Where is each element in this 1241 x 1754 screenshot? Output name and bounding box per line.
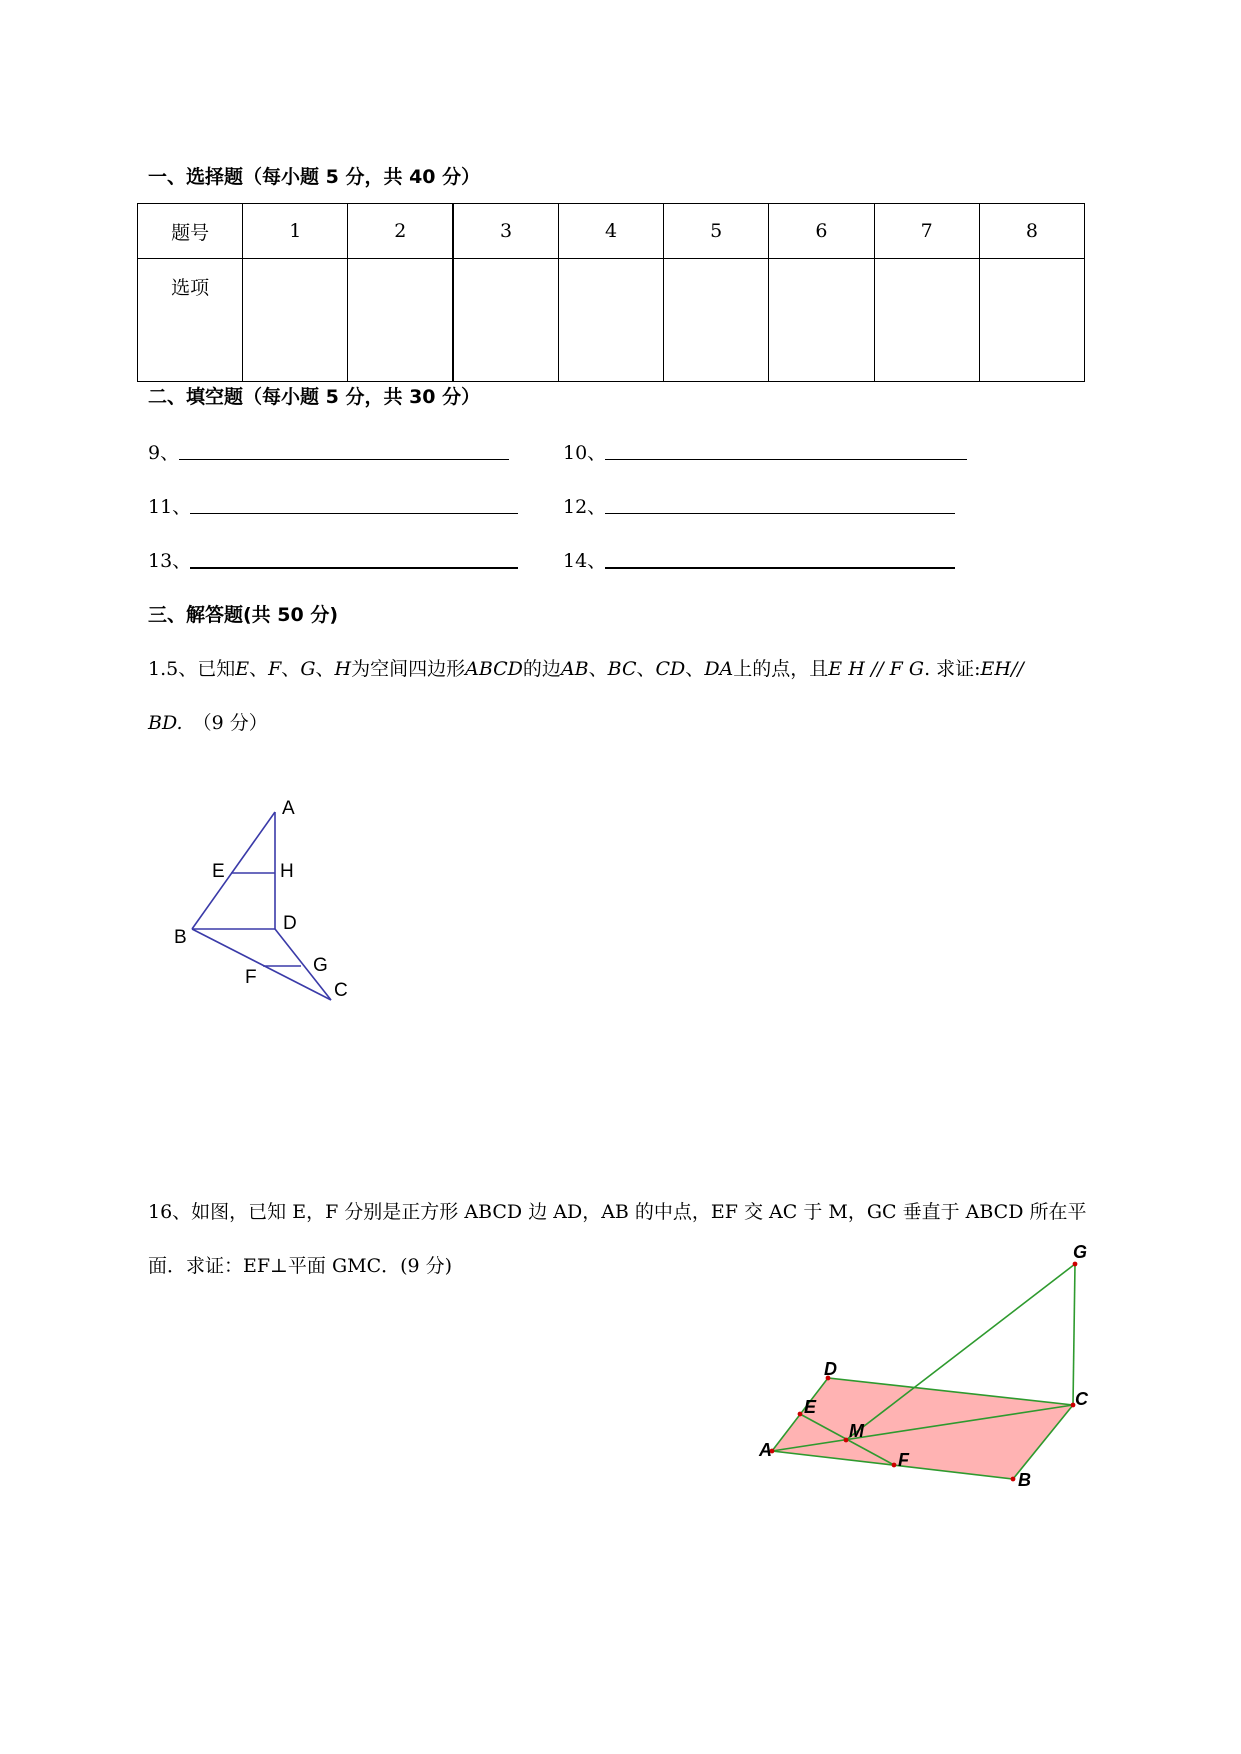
label-e: E: [212, 861, 225, 882]
question-number: 7: [874, 204, 979, 259]
q15-conclusion: EH//: [980, 658, 1024, 680]
answer-cell[interactable]: [979, 259, 1084, 382]
label-f: F: [245, 967, 257, 988]
q15-point-g: G: [300, 658, 316, 680]
label-c: C: [1075, 1389, 1088, 1409]
q16-square-figure: [750, 1240, 1130, 1490]
label-h: H: [280, 861, 294, 882]
point-g: [1073, 1262, 1078, 1267]
q15-point-e: E: [235, 658, 250, 680]
q15-edge: AB: [560, 658, 589, 680]
answer-cell[interactable]: [769, 259, 874, 382]
blank-label-12: 12、: [563, 496, 607, 518]
question-number: 8: [979, 204, 1084, 259]
q15-line1: [148, 654, 1024, 681]
q15-score: （9 分）: [192, 712, 268, 734]
label-g: G: [1073, 1242, 1088, 1262]
label-e: E: [804, 1397, 817, 1417]
q15-edge: BC: [607, 658, 637, 680]
table-header-label: 题号: [138, 204, 243, 259]
answer-line-10[interactable]: [605, 459, 967, 460]
answer-line-11[interactable]: [190, 513, 518, 514]
answer-cell[interactable]: [664, 259, 769, 382]
answer-table: [137, 203, 1085, 382]
q15-text: 上的点，且: [733, 658, 829, 680]
q15-text: . 求证:: [924, 658, 981, 680]
label-g: G: [313, 955, 328, 976]
question-number: 4: [558, 204, 663, 259]
label-a: A: [759, 1440, 772, 1460]
q15-conclusion-end: BD.: [148, 712, 183, 734]
answer-line-14[interactable]: [605, 567, 955, 569]
answer-cell[interactable]: [874, 259, 979, 382]
point-b: [1011, 1477, 1016, 1482]
answer-line-12[interactable]: [605, 513, 955, 514]
answer-line-9[interactable]: [179, 459, 509, 460]
edge-bc: [192, 929, 331, 1000]
label-f: F: [898, 1450, 909, 1470]
q15-sep: 、: [588, 658, 608, 680]
edge-ab: [192, 812, 275, 929]
q15-text: 为空间四边形: [351, 658, 466, 680]
label-a: A: [282, 798, 295, 819]
answer-cell[interactable]: [348, 259, 453, 382]
section1-heading: 一、选择题（每小题 5 分，共 40 分）: [148, 166, 481, 188]
answer-cell[interactable]: [558, 259, 663, 382]
point-f: [892, 1463, 897, 1468]
label-m: M: [849, 1421, 864, 1441]
section2-heading: 二、填空题（每小题 5 分，共 30 分）: [148, 386, 481, 408]
table-row-label: 选项: [138, 259, 243, 382]
q15-condition: E H // F G: [828, 658, 925, 680]
q15-point-h: H: [334, 658, 352, 680]
q15-quad: ABCD: [465, 658, 523, 680]
q15-tetrahedron-figure: [150, 780, 380, 1020]
q15-sep: 、: [685, 658, 705, 680]
q15-line2: [148, 708, 268, 735]
q15-figure-lines: [192, 812, 331, 1000]
label-c: C: [334, 980, 348, 1001]
q15-edge: CD: [655, 658, 686, 680]
question-number: 6: [769, 204, 874, 259]
q15-prefix: 1.5、已知: [148, 658, 236, 680]
q15-sep: 、: [249, 658, 269, 680]
answer-line-13[interactable]: [190, 567, 518, 569]
label-d: D: [824, 1359, 837, 1379]
question-number: 3: [453, 204, 558, 259]
point-m: [844, 1438, 849, 1443]
answer-cell[interactable]: [243, 259, 348, 382]
question-number: 2: [348, 204, 453, 259]
question-number: 5: [664, 204, 769, 259]
blank-label-11: 11、: [148, 496, 192, 518]
blank-label-9: 9、: [148, 442, 180, 464]
answer-cell[interactable]: [453, 259, 558, 382]
section3-heading: 三、解答题(共 50 分): [148, 604, 339, 626]
q15-point-f: F: [268, 658, 282, 680]
blank-label-13: 13、: [148, 550, 192, 572]
q15-sep: 、: [281, 658, 301, 680]
q16-line2: 面．求证：EF⊥平面 GMC．(9 分): [148, 1255, 453, 1277]
q15-sep: 、: [315, 658, 335, 680]
blank-label-14: 14、: [563, 550, 607, 572]
q15-sep: 、: [636, 658, 656, 680]
q15-text: 的边: [522, 658, 561, 680]
point-e: [798, 1412, 803, 1417]
label-d: D: [283, 913, 297, 934]
label-b: B: [1018, 1470, 1031, 1490]
segment-gc: [1073, 1264, 1075, 1405]
blank-label-10: 10、: [563, 442, 607, 464]
q15-edge: DA: [704, 658, 734, 680]
question-number: 1: [243, 204, 348, 259]
label-b: B: [174, 927, 187, 948]
q16-line1: 16、如图，已知 E，F 分别是正方形 ABCD 边 AD，AB 的中点，EF 交 AC 于 M，GC 垂直于 ABCD 所在平: [148, 1201, 1087, 1223]
